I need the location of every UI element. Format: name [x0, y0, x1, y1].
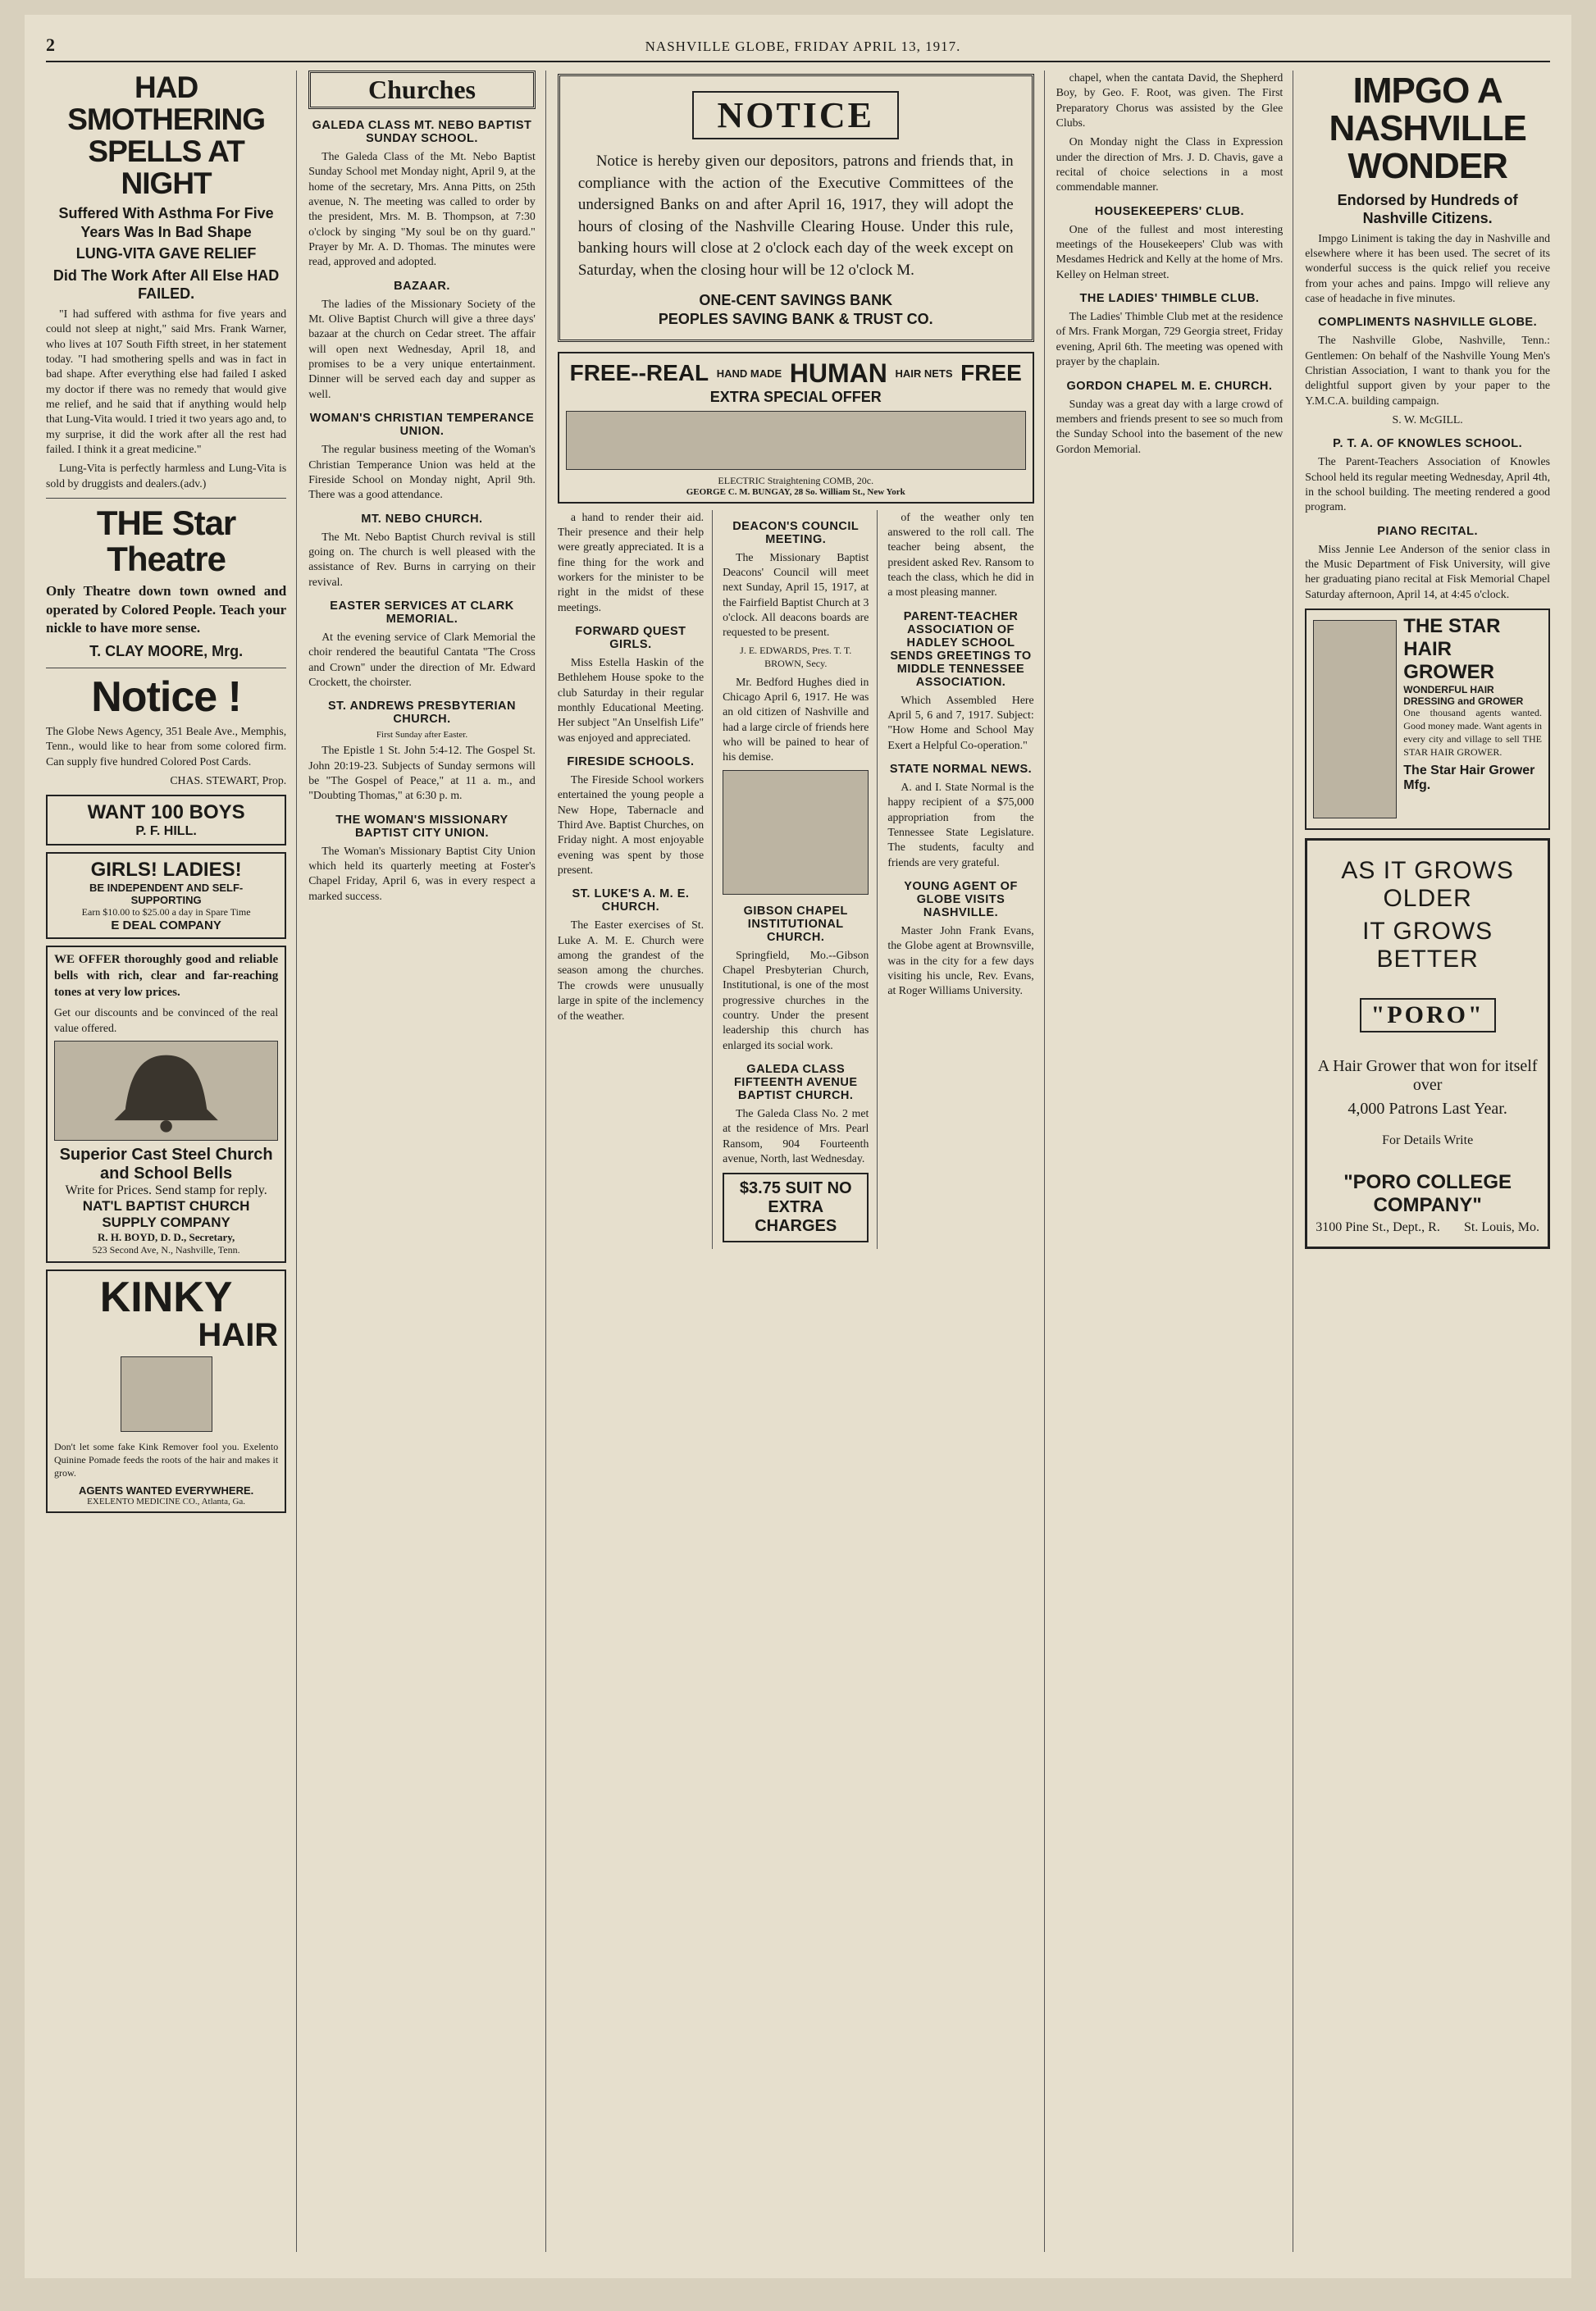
star-hair-sub: WONDERFUL HAIR DRESSING and GROWER	[1403, 684, 1524, 708]
article-heading: GALEDA CLASS FIFTEENTH AVENUE BAPTIST CHURCH.	[733, 1063, 858, 1102]
article-text: The ladies of the Missionary Society of the Mt. Olive Baptist Church will give a three days' bazaar at the church on Cedar street. The affair will open next Wednesday, April 18, and promises to be a very unique entertainment. Dinner will be served each day and supper as well.	[308, 297, 536, 400]
article-heading: EASTER SERVICES AT CLARK MEMORIAL.	[330, 599, 514, 626]
lungvita-subhead-3: Did The Work After All Else HAD FAILED.	[52, 267, 280, 303]
boys-sign: P. F. HILL.	[135, 824, 197, 839]
article-sign: S. W. McGILL.	[1392, 413, 1463, 426]
bell-ad	[46, 946, 286, 1263]
kinky-title: KINKY	[99, 1273, 233, 1321]
article-text: At the evening service of Clark Memorial the choir rendered the beautiful Cantata "The Cross and Crown" under the direction of Mr. Edward Crockett, the choirster.	[308, 630, 536, 688]
article-text: Which Assembled Here April 5, 6 and 7, 1917. Subject: "How Home and School May Exert a Helpful Co-operation."	[887, 693, 1034, 751]
article-heading: HOUSEKEEPERS' CLUB.	[1094, 204, 1245, 218]
hair-ad-head: HUMAN	[789, 358, 887, 388]
article-text: The Galeda Class No. 2 met at the residence of Mrs. Pearl Ransom, 904 Fourteenth avenue, North, last Wednesday.	[723, 1107, 869, 1165]
notice-text: The Globe News Agency, 351 Beale Ave., Memphis, Tenn., would like to hear from some colored firm. Can supply five hundred Colored Post Cards.	[46, 725, 287, 768]
girls-sign: E DEAL COMPANY	[111, 918, 221, 933]
bell-illustration	[54, 1041, 278, 1141]
hair-ad-head: FREE--REAL	[569, 360, 709, 386]
article-heading: THE WOMAN'S MISSIONARY BAPTIST CITY UNION.	[335, 813, 508, 840]
article-heading: STATE NORMAL NEWS.	[889, 763, 1033, 776]
poro-company: "PORO COLLEGE COMPANY"	[1343, 1171, 1512, 1217]
article-text: The Epistle 1 St. John 5:4-12. The Gospel St. John 20:19-23. Subjects of Sunday sermons will be "The Gospel of Peace," at 11 a. m., and "Doubting Thomas," at 6:30 p. m.	[308, 744, 536, 802]
boys-ad	[46, 795, 286, 846]
kinky-portrait	[121, 1356, 212, 1432]
hair-ad-offer: EXTRA SPECIAL OFFER	[709, 388, 882, 405]
hair-ad-head: FREE	[960, 360, 1022, 386]
theatre-title: THE Star Theatre	[96, 504, 236, 579]
article-text: The Woman's Missionary Baptist City Union which held its quarterly meeting at Foster's Chapel Friday, April 6, was in every respect a marked success.	[308, 844, 536, 902]
article-text: The Galeda Class of the Mt. Nebo Baptist Sunday School met Monday night, April 9, at the home of the secretary, Mrs. Anna Pitts, on 25th avenue, N. The meeting was called to order by the president, Mrs. M. B. Thompson, at 7:30 o'clock by singing "My soul be on thy guard." Prayer by Mr. A. D. Thomas. The minutes were read, approved and adopted.	[308, 150, 536, 268]
notice-sign: CHAS. STEWART, Prop.	[170, 774, 287, 787]
bell-text: Write for Prices. Send stamp for reply.	[65, 1183, 267, 1197]
hair-net-ad	[558, 352, 1034, 504]
column-5	[1056, 71, 1294, 2252]
article-heading: MT. NEBO CHURCH.	[361, 512, 483, 526]
star-hair-portrait	[1313, 620, 1397, 818]
article-text: Miss Jennie Lee Anderson of the senior class in the Music Department of Fisk University, will give her graduating piano recital at Fisk Memorial Chapel Saturday afternoon, April 14, at 4:45 o'clock.	[1305, 542, 1551, 600]
article-heading: P. T. A. OF KNOWLES SCHOOL.	[1333, 437, 1523, 451]
suit-ad-title: $3.75 SUIT NO EXTRA CHARGES	[739, 1179, 852, 1236]
suit-ad	[723, 1173, 869, 1242]
poro-city: St. Louis, Mo.	[1464, 1220, 1540, 1235]
lungvita-subhead-2: LUNG-VITA GAVE RELIEF	[75, 245, 257, 262]
kinky-title-2: HAIR	[198, 1316, 279, 1353]
girls-ad	[46, 852, 286, 939]
hair-ad-illustration	[566, 411, 1026, 470]
theatre-text: Only Theatre down town owned and operated by Colored People. Teach your nickle to have more sense.	[46, 583, 287, 636]
article-heading: PIANO RECITAL.	[1377, 524, 1479, 538]
bank-notice	[558, 74, 1034, 342]
article-heading: YOUNG AGENT OF GLOBE VISITS NASHVILLE.	[904, 880, 1018, 920]
article-text: Master John Frank Evans, the Globe agent at Brownsville, was in the city for a few days visiting his uncle, Rev. Evans, at Roger Williams University.	[887, 924, 1034, 997]
article-text: Impgo Liniment is taking the day in Nashville and elsewhere where it has been used. The secret of its wonderful success is the quick relief you receive from your aches and pains. Impgo will relieve any case of headache in five minutes.	[1305, 231, 1551, 304]
poro-ad	[1305, 838, 1550, 1249]
article-text: A. and I. State Normal is the happy recipient of a $75,000 appropriation from the Tennessee State Legislature. The students, faculty and friends are very grateful.	[887, 781, 1034, 868]
column-2	[308, 71, 546, 2252]
girls-text: Earn $10.00 to $25.00 a day in Spare Time	[81, 906, 251, 918]
lungvita-subhead: Suffered With Asthma For Five Years Was In Bad Shape	[58, 205, 274, 240]
article-heading: PARENT-TEACHER ASSOCIATION OF HADLEY SCHOOL SENDS GREETINGS TO MIDDLE TENNESSEE ASSOCIATION.	[890, 609, 1032, 689]
article-heading: FORWARD QUEST GIRLS.	[575, 624, 686, 651]
article-text: On Monday night the Class in Expression under the direction of Mrs. J. D. Chavis, gave a recital of choice selections in a most commendable manner.	[1056, 135, 1284, 194]
page-number: 2	[46, 34, 56, 55]
lower-columns	[558, 510, 1034, 1250]
offer-text-2: Get our discounts and be convinced of the real value offered.	[54, 1006, 279, 1034]
article-text: The Parent-Teachers Association of Knowles School held its regular meeting Wednesday, April 4th, in the school building. The meeting rendered a good program.	[1305, 455, 1551, 513]
column-4	[723, 510, 878, 1250]
article-heading: DEACON'S COUNCIL MEETING.	[732, 519, 860, 546]
boys-title: WANT 100 BOYS	[87, 801, 245, 824]
column-3-4	[558, 71, 1045, 2252]
hair-ad-comb: ELECTRIC Straightening COMB, 20c.	[718, 474, 874, 486]
bell-address: 523 Second Ave, N., Nashville, Tenn.	[92, 1243, 240, 1256]
kinky-ad	[46, 1269, 286, 1513]
article-heading: BAZAAR.	[394, 279, 450, 293]
article-text: The Ladies' Thimble Club met at the residence of Mrs. Frank Morgan, 729 Georgia street, Friday evening, April 6th. The meeting was opened with prayer by the chaplain.	[1056, 310, 1284, 368]
article-text: chapel, when the cantata David, the Shepherd Boy, by Geo. F. Root, was given. The First Preparatory Chorus was assisted by the Glee Clubs.	[1056, 71, 1284, 130]
lungvita-para: "I had suffered with asthma for five years and could not sleep at night," said Mrs. Frank Warner, who lives at 107 South Fifth street, in her statement today. "I had smothering spells and was in fact in bad shape. After everything else had failed I asked my doctor if there was no remedy that would give me relief, and he said that if anything would help that Lung-Vita would. I tried it two years ago and, to my surprise, it did the work after all the rest had failed. I think it a great medicine."	[46, 307, 287, 455]
masthead-title: NASHVILLE GLOBE, FRIDAY APRIL 13, 1917.	[645, 39, 961, 54]
bell-icon	[55, 1042, 277, 1140]
article-heading: GALEDA CLASS MT. NEBO BAPTIST SUNDAY SCHOOL.	[312, 119, 532, 145]
poro-line: 4,000 Patrons Last Year.	[1347, 1100, 1507, 1119]
article-heading: ST. LUKE'S A. M. E. CHURCH.	[572, 887, 690, 914]
girls-title: GIRLS! LADIES!	[90, 859, 242, 882]
newspaper-page	[25, 15, 1571, 2278]
churches-header: Churches	[308, 71, 536, 109]
notice-title: Notice !	[91, 672, 241, 721]
column-3	[558, 510, 713, 1250]
article-heading: COMPLIMENTS NASHVILLE GLOBE.	[1318, 316, 1538, 330]
article-heading: THE LADIES' THIMBLE CLUB.	[1079, 292, 1260, 306]
article-text: The Mt. Nebo Baptist Church revival is still going on. The church is well pleased with the assistance of Rev. Burns in carrying on their revival.	[308, 530, 536, 588]
article-text: Mr. Bedford Hughes died in Chicago April 6, 1917. He was an old citizen of Nashville and had a large circle of friends here who will be pained to hear of his demise.	[723, 675, 869, 763]
poro-address: 3100 Pine St., Dept., R.	[1316, 1220, 1440, 1235]
column-4b	[887, 510, 1033, 1250]
article-text: a hand to render their aid. Their presence and their help were greatly appreciated. It is a fine thing for the work and workers for the minister to be right in the midst of these meetings.	[557, 510, 705, 613]
article-text: The Missionary Baptist Deacons' Council will meet next Sunday, April 15, 1917, at the Fairfield Baptist Church at 3 o'clock. All deacons boards are requested to be present.	[723, 550, 869, 639]
church-photo	[723, 770, 869, 895]
bell-company: NAT'L BAPTIST CHURCH SUPPLY COMPANY	[82, 1197, 250, 1230]
star-hair-title: THE STAR HAIR GROWER	[1403, 615, 1501, 684]
article-subheading: First Sunday after Easter.	[376, 730, 468, 741]
bank-name: ONE-CENT SAVINGS BANK	[699, 291, 893, 308]
theatre-manager: T. CLAY MOORE, Mrg.	[89, 643, 244, 660]
bell-title: Superior Cast Steel Church and School Bells	[59, 1145, 273, 1183]
kinky-text: Don't let some fake Kink Remover fool you. Exelento Quinine Pomade feeds the roots of the hair and makes it grow.	[54, 1440, 279, 1479]
article-text: Sunday was a great day with a large crowd of members and friends present to see so much from the Sunday School into the basement of the new Gordon Memorial.	[1056, 397, 1284, 455]
article-text: The regular business meeting of the Woman's Christian Temperance Union was held at the Fireside School on Monday night, April 9th. There was a good attendance.	[308, 443, 536, 501]
lungvita-para-2: Lung-Vita is perfectly harmless and Lung-Vita is sold by druggists and dealers.(adv.)	[46, 462, 287, 490]
girls-sub: BE INDEPENDENT AND SELF-SUPPORTING	[89, 882, 244, 907]
impgo-headline: IMPGO A NASHVILLE WONDER	[1329, 71, 1526, 187]
star-hair-text: One thousand agents wanted. Good money made. Want agents in every city and village to sell THE STAR HAIR GROWER.	[1403, 707, 1543, 758]
article-text: Springfield, Mo.--Gibson Chapel Presbyterian Church, Institutional, is one of the most progressive churches in the country. Under the present leadership this church has enlarged its social work.	[723, 948, 869, 1051]
article-text: One of the fullest and most interesting meetings of the Housekeepers' Club was with Mesdames Hedrick and Kelly at the home of Mrs. Kelley on Helman street.	[1056, 222, 1284, 280]
poro-line: A Hair Grower that won for itself over	[1317, 1057, 1538, 1095]
article-text: The Easter exercises of St. Luke A. M. E. Church were among the grandest of the season among the churches. The crowds were unusually large in spite of the inclemency of the weather.	[557, 918, 705, 1022]
impgo-subhead: Endorsed by Hundreds of Nashville Citizens.	[1337, 191, 1518, 227]
hair-ad-head: HAND MADE	[716, 367, 782, 380]
column-1	[46, 71, 297, 2252]
article-heading: ST. ANDREWS PRESBYTERIAN CHURCH.	[328, 700, 516, 727]
article-sign: J. E. EDWARDS, Pres. T. T. BROWN, Secy.	[740, 644, 852, 669]
column-6	[1305, 71, 1550, 2252]
bank-name: PEOPLES SAVING BANK & TRUST CO.	[658, 310, 933, 327]
offer-text: WE OFFER thoroughly good and reliable bells with rich, clear and far-reaching tones at very low prices.	[54, 953, 279, 1000]
poro-line: IT GROWS BETTER	[1362, 918, 1493, 973]
bell-sign: R. H. BOYD, D. D., Secretary,	[97, 1230, 235, 1243]
article-text: The Fireside School workers entertained the young people a New Hope, Tabernacle and Third Ave. Baptist Churches, on Friday night. A most enjoyable evening was spent by those present.	[557, 773, 705, 877]
poro-line: For Details Write	[1382, 1133, 1474, 1148]
article-text: The Nashville Globe, Nashville, Tenn.: Gentlemen: On behalf of the Nashville Young Men's Christian Association, I want to thank you for the delightful support given by your paper to the Y.M.C.A. building campaign.	[1305, 334, 1551, 407]
article-heading: GORDON CHAPEL M. E. CHURCH.	[1066, 379, 1273, 393]
hair-ad-sign: GEORGE C. M. BUNGAY, 28 So. William St., New York	[686, 486, 905, 497]
masthead	[46, 34, 1550, 62]
article-text: of the weather only ten answered to the roll call. The teacher being absent, the president asked Rev. Ransom to teach the class, which he did in a most pleasing manner.	[887, 510, 1034, 599]
article-heading: WOMAN'S CHRISTIAN TEMPERANCE UNION.	[309, 412, 535, 439]
article-text: Miss Estella Haskin of the Bethlehem House spoke to the club Saturday in their regular monthly Educational Meeting. Her subject "An Unselfish Life" was enjoyed and appreciated.	[557, 655, 705, 744]
poro-logo: "PORO"	[1360, 998, 1496, 1032]
bank-notice-title: NOTICE	[692, 91, 899, 139]
columns	[46, 71, 1550, 2252]
star-hair-ad	[1305, 609, 1550, 830]
poro-line: AS IT GROWS OLDER	[1341, 857, 1514, 913]
star-hair-sign: The Star Hair Grower Mfg.	[1403, 763, 1535, 792]
bank-notice-body: Notice is hereby given our depositors, patrons and friends that, in compliance with the action of the Executive Committees of the undersigned Banks on and after April 16, 1917, they will adopt the hours of closing of the Nashville Clearing House. Under this rule, banking hours will close at 2 o'clock each day of the week except on Saturday, when the closing hour will be 12 o'clock M.	[577, 153, 1014, 279]
kinky-agents: AGENTS WANTED EVERYWHERE.	[78, 1484, 254, 1497]
lungvita-headline: HAD SMOTHERING SPELLS AT NIGHT	[67, 71, 265, 200]
kinky-company: EXELENTO MEDICINE CO., Atlanta, Ga.	[87, 1496, 246, 1506]
article-heading: FIRESIDE SCHOOLS.	[567, 755, 695, 769]
hair-ad-head: HAIR NETS	[895, 367, 953, 380]
article-heading: GIBSON CHAPEL INSTITUTIONAL CHURCH.	[743, 904, 848, 944]
